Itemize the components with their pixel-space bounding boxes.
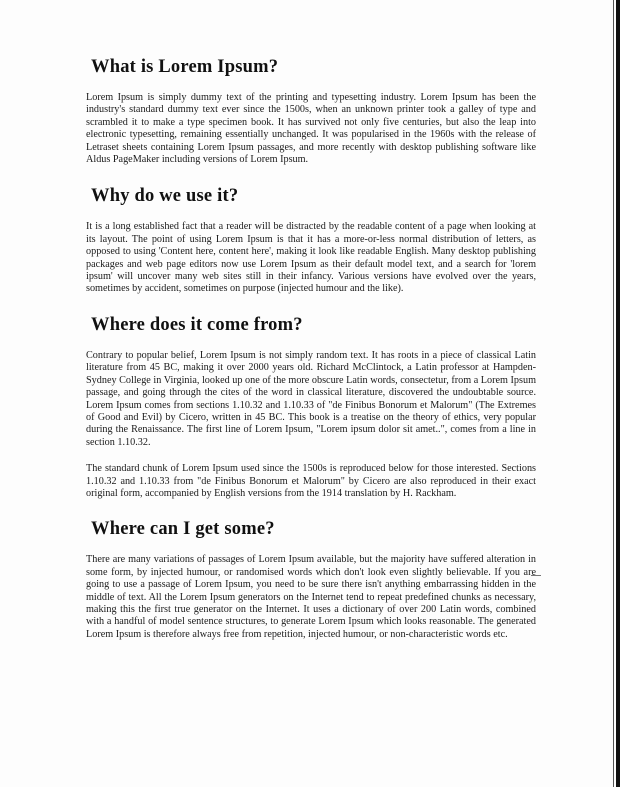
section-where-does-it-come-from <box>86 314 536 500</box>
section-heading: Where does it come from? <box>91 314 303 335</box>
section-heading: Where can I get some? <box>91 519 275 540</box>
section-paragraph: Contrary to popular belief, Lorem Ipsum is not simply random text. It has roots in a piece of classical Latin literature from 45 BC, making it over 2000 years old. Richard McClintock, a Latin professor at Hampden-Sydney College in Virginia, looked up one of the more obscure Latin words, consectetur, from a Lorem Ipsum passage, and going through the cites of the word in classical literature, discovered the undoubtable source. Lorem Ipsum comes from sections 1.10.32 and 1.10.33 of "de Finibus Bonorum et Malorum" (The Extremes of Good and Evil) by Cicero, written in 45 BC. This book is a treatise on the theory of ethics, very popular during the Renaissance. The first line of Lorem Ipsum, "Lorem ipsum dolor sit amet..", comes from a line in section 1.10.32. <box>86 349 536 448</box>
document-body <box>86 56 536 641</box>
section-paragraph: Lorem Ipsum is simply dummy text of the printing and typesetting industry. Lorem Ipsum has been the industry's standard dummy text ever since the 1500s, when an unknown printer took a galley of type and scrambled it to make a type specimen book. It has survived not only five centuries, but also the leap into electronic typesetting, remaining essentially unchanged. It was popularised in the 1960s with the release of Letraset sheets containing Lorem Ipsum passages, and more recently with desktop publishing software like Aldus PageMaker including versions of Lorem Ipsum. <box>86 92 536 166</box>
section-heading: Why do we use it? <box>91 186 239 207</box>
section-what-is-lorem-ipsum <box>86 56 536 166</box>
section-why-do-we-use-it <box>86 185 536 295</box>
section-heading: What is Lorem Ipsum? <box>91 57 279 77</box>
section-paragraph: It is a long established fact that a reader will be distracted by the readable content of a page when looking at its layout. The point of using Lorem Ipsum is that it has a more-or-less normal distribution of letters, as opposed to using 'Content here, content here', making it look like readable English. Many desktop publishing packages and web page editors now use Lorem Ipsum as their default model text, and a search for 'lorem ipsum' will uncover many web sites still in their infancy. Various versions have evolved over the years, sometimes by accident, sometimes on purpose (injected humour and the like). <box>86 221 536 295</box>
scan-border-line <box>613 0 614 787</box>
scan-border <box>616 0 620 787</box>
section-paragraph: There are many variations of passages of Lorem Ipsum available, but the majority have suffered alteration in some form, by injected humour, or randomised words which don't look even slightly believable. If you are going to use a passage of Lorem Ipsum, you need to be sure there isn't anything embarrassing hidden in the middle of text. All the Lorem Ipsum generators on the Internet tend to repeat predefined chunks as necessary, making this the first true generator on the Internet. It uses a dictionary of over 200 Latin words, combined with a handful of model sentence structures, to generate Lorem Ipsum which looks reasonable. The generated Lorem Ipsum is therefore always free from repetition, injected humour, or non-characteristic words etc. <box>86 554 536 640</box>
section-paragraph: The standard chunk of Lorem Ipsum used since the 1500s is reproduced below for those interested. Sections 1.10.32 and 1.10.33 from "de Finibus Bonorum et Malorum" by Cicero are also reproduced in their exact original form, accompanied by English versions from the 1914 translation by H. Rackham. <box>86 463 536 499</box>
section-where-can-i-get-some <box>86 518 536 641</box>
